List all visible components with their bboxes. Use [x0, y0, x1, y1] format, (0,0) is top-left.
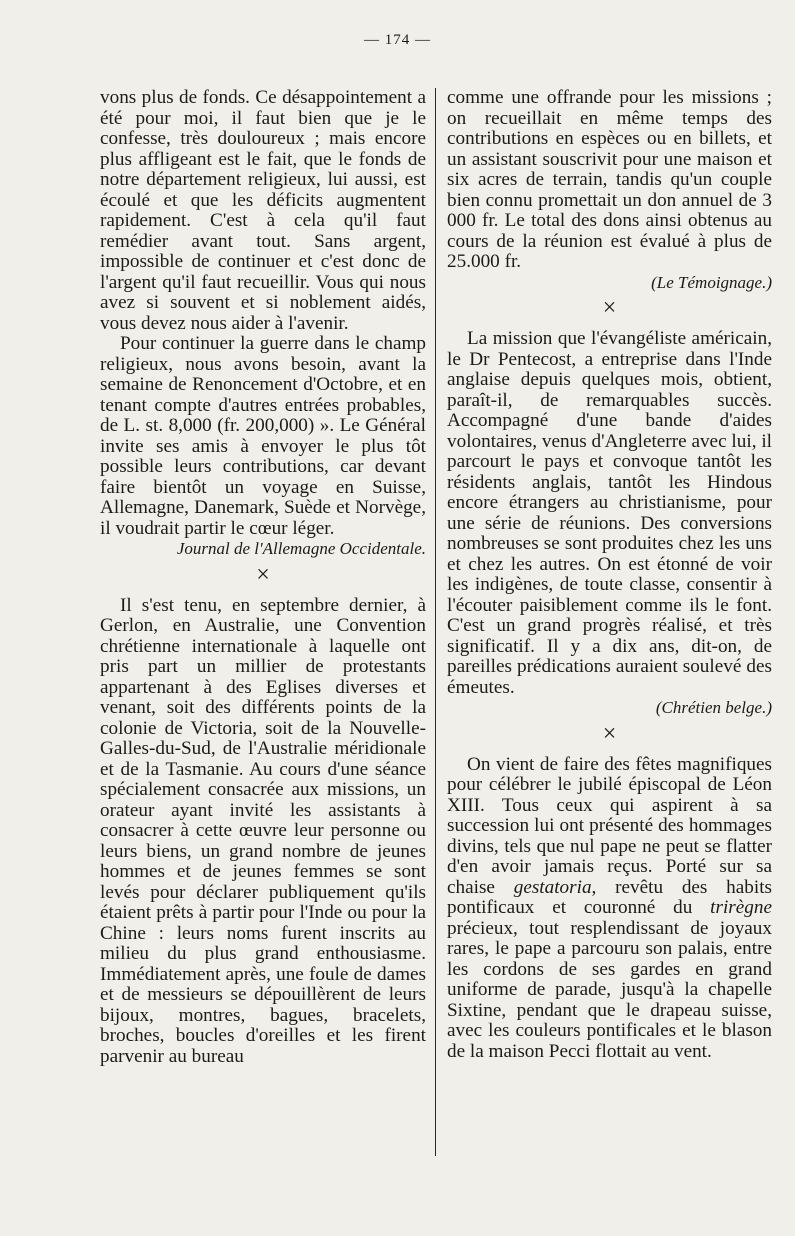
- source-citation: (Chrétien belge.): [655, 698, 772, 717]
- section-separator: ×: [602, 720, 617, 747]
- paragraph-text: , revêtu des habits pontificaux et couronné du: [447, 876, 772, 918]
- paragraph-text: précieux, tout resplendissant de joyaux rares, le pape a parcouru son palais, entre les cordons de ses gardes en grand uniforme de parade, jusqu'à la chapelle Sixtine, pendant que le drapeau suisse, avec les couleurs pontificales et le blason de la maison Pecci flottait au vent.: [447, 917, 772, 1062]
- section-separator: ×: [256, 561, 270, 588]
- section-separator: ×: [602, 295, 617, 321]
- left-paragraph-australia: Il s'est tenu, en septembre dernier, à Gerlon, en Australie, une Convention chrétienne internationale à laquelle ont pris part un millier de protestants appartenant à des Eglises diverses et venant, soit des différents points de la colonie de Victoria, soit de la Nouvelle-Galles-du-Sud, de l'Australie méridionale et de la Tasmanie. Au cours d'une séance spécialement consacrée aux missions, un orateur ayant invité les assistants à consacrer à cette œuvre leur personne ou leurs biens, un grand nombre de jeunes hommes et de jeunes femmes se sont levés pour déclarer publiquement qu'ils étaient prêts à partir pour l'Inde ou pour la Chine : leurs noms furent inscrits au milieu du plus grand enthousiasme. Immédiatement après, une foule de dames et de messieurs se dépouillèrent de leurs bijoux, montres, bagues, bracelets, broches, boucles d'oreilles et les firent parvenir au bureau: [100, 594, 426, 1067]
- page-number: — 174 —: [364, 32, 431, 48]
- left-paragraph-continuation: vons plus de fonds. Ce désappointement a été pour moi, il faut bien que je le confesse, très douloureux ; mais encore plus affligeant est le fait, que le fonds de notre département religieux, lui aussi, est écoulé et que les déficits augmentent rapidement. C'est à cela qu'il faut remédier avant tout. Sans argent, impossible de continuer et c'est donc de l'argent qu'il faut recueillir. Vous qui nous avez si souvent et si noblement aidés, vous devez nous aider à l'avenir.: [100, 87, 426, 334]
- source-citation: (Le Témoignage.): [651, 272, 772, 292]
- right-paragraph-continuation: comme une offrande pour les missions ; on recueillait en même temps des contributions en espèces ou en billets, et un assistant souscrivit pour une maison et six acres de terrain, tandis qu'un couple bien connu promettait un don annuel de 3 000 fr. Le total des dons ainsi obtenus au cours de la réunion est évalué à plus de 25.000 fr.: [447, 87, 772, 272]
- right-paragraph-india-mission: La mission que l'évangéliste américain, le Dr Pentecost, a entreprise dans l'Inde anglaise depuis quelques mois, obtient, paraît-il, de remarquables succès. Accompagné d'une bande d'aides volontaires, venus d'Angleterre avec lui, il parcourt le pays et convoque tantôt les résidents anglais, tantôt les Hindous encore étrangers au christianisme, pour une série de réunions. Des conversions nombreuses se sont produites chez les uns et chez les autres. On est étonné de voir les indigènes, de toute classe, consentir à l'écouter paisiblement comme ils le font. C'est un grand progrès réalisé, et très significatif. Il y a dix ans, dit-on, de pareilles prédications auraient soulevé des émeutes.: [447, 328, 772, 698]
- italic-term: gestatoria: [513, 876, 592, 898]
- paragraph-text: On vient de faire des fêtes magnifiques pour célébrer le jubilé épiscopal de Léon XIII. Tous ceux qui aspirent à sa succession lui ont présenté des hommages divins, tels que nul pape ne peut se flatter d'en avoir jamais reçus. Porté sur sa chaise: [447, 753, 772, 898]
- right-column: [447, 88, 772, 1062]
- source-citation: Journal de l'Allemagne Occidentale.: [176, 539, 426, 558]
- italic-term: trirègne: [710, 897, 772, 918]
- column-divider: [435, 88, 436, 1156]
- right-paragraph-leo-xiii: [447, 755, 772, 1063]
- left-column: [100, 88, 426, 1067]
- left-paragraph-general-appeal: Pour continuer la guerre dans le champ religieux, nous avons besoin, avant la semaine de Renoncement d'Octobre, et en tenant compte d'autres entrées probables, de L. st. 8,000 (fr. 200,000) ». Le Général invite ses amis à envoyer le plus tôt possible leurs contributions, car devant faire bientôt un voyage en Suisse, Allemagne, Danemark, Suède et Norvège, il voudrait partir le cœur léger.: [100, 333, 426, 539]
